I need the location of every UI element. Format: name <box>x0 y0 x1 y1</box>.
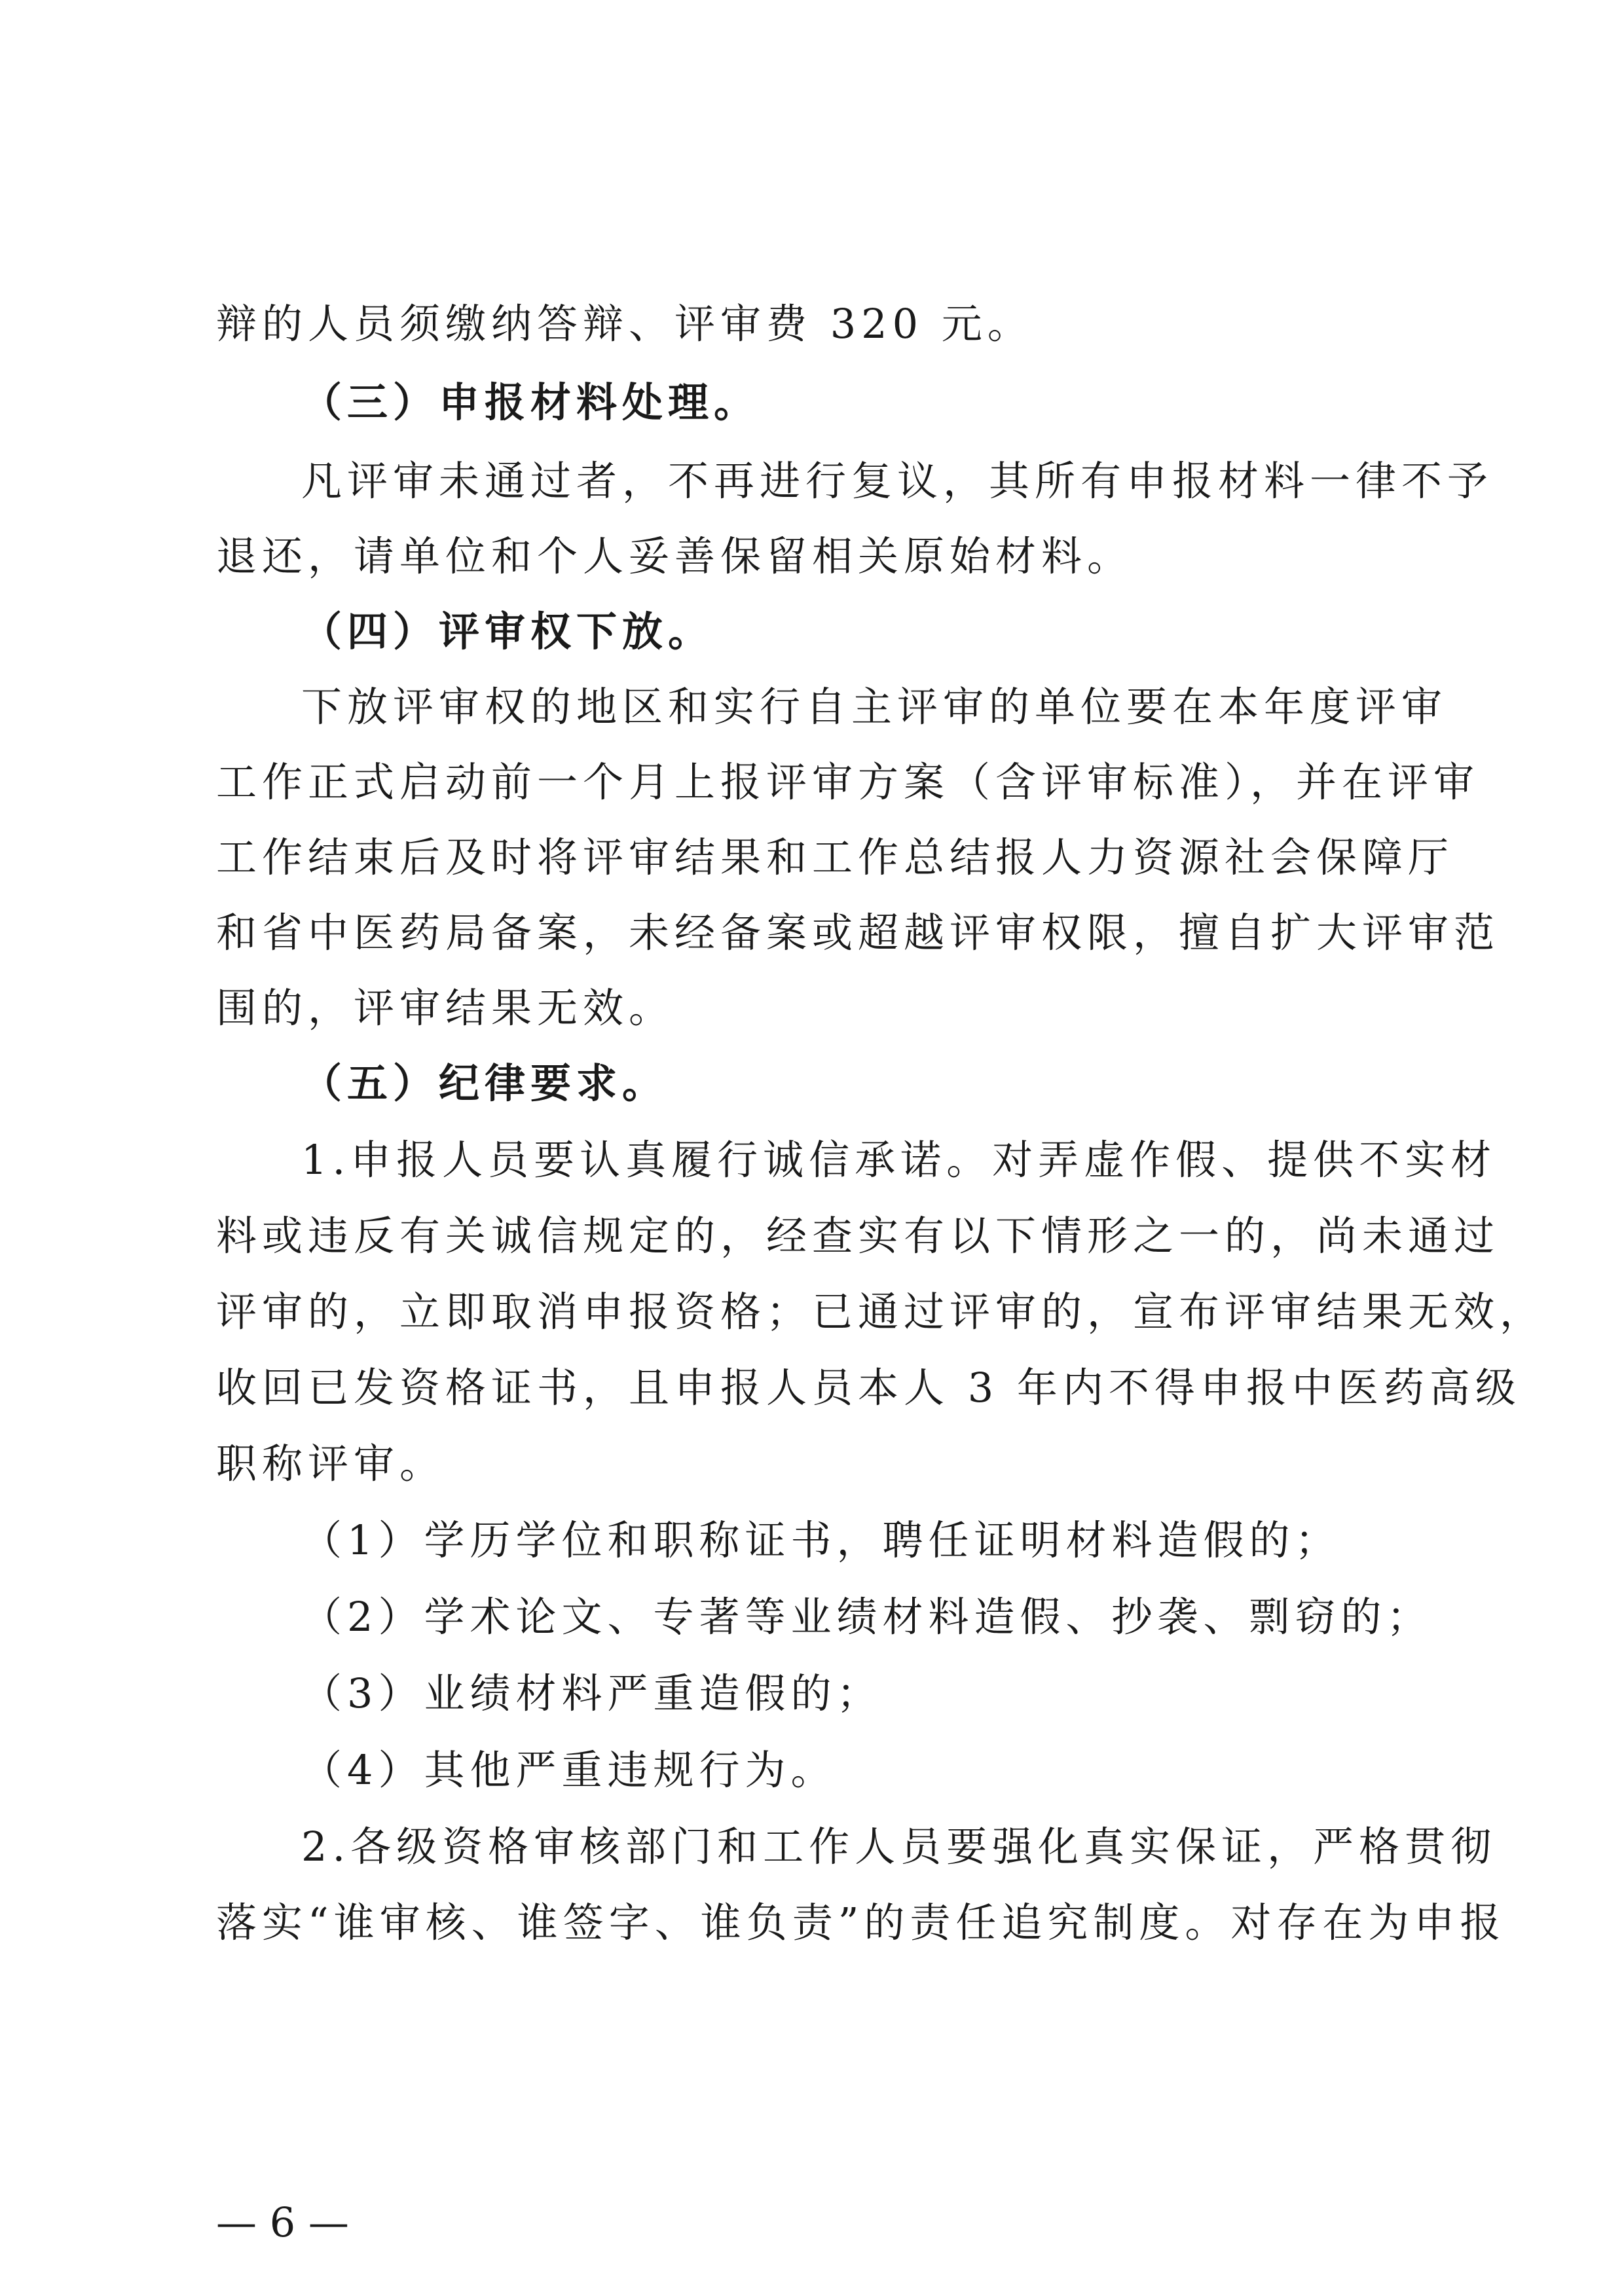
paragraph-line: 料或违反有关诚信规定的，经查实有以下情形之一的，尚未通过 <box>216 1212 1500 1260</box>
paragraph-line: 落实“谁审核、谁签字、谁负责”的责任追究制度。对存在为申报 <box>216 1899 1506 1946</box>
list-item: （2）学术论文、专著等业绩材料造假、抄袭、剽窃的； <box>301 1593 1433 1641</box>
paragraph-line: 职称评审。 <box>216 1440 446 1487</box>
section-heading-3: （三）申报材料处理。 <box>301 378 760 426</box>
paragraph-line: 围的，评审结果无效。 <box>216 984 675 1032</box>
paragraph-line: 收回已发资格证书，且申报人员本人 3 年内不得申报中医药高级 <box>216 1364 1521 1412</box>
list-item: （3）业绩材料严重造假的； <box>301 1669 883 1717</box>
section-heading-4: （四）评审权下放。 <box>301 608 714 655</box>
page-number: — 6 — <box>216 2198 349 2246</box>
paragraph-line: 退还，请单位和个人妥善保留相关原始材料。 <box>216 532 1134 580</box>
paragraph-line: 评审的，立即取消申报资格；已通过评审的，宣布评审结果无效， <box>216 1288 1546 1336</box>
paragraph-line: 工作结束后及时将评审结果和工作总结报人力资源社会保障厅 <box>216 833 1454 881</box>
paragraph-line: 辩的人员须缴纳答辩、评审费 320 元。 <box>216 300 1033 348</box>
paragraph-line: 2.各级资格审核部门和工作人员要强化真实保证，严格贯彻 <box>301 1823 1497 1870</box>
list-item: （4）其他严重违规行为。 <box>301 1746 837 1794</box>
paragraph-line: 工作正式启动前一个月上报评审方案（含评审标准），并在评审 <box>216 758 1480 806</box>
list-item: （1）学历学位和职称证书，聘任证明材料造假的； <box>301 1516 1341 1564</box>
paragraph-line: 凡评审未通过者，不再进行复议，其所有申报材料一律不予 <box>301 457 1494 505</box>
paragraph-line: 和省中医药局备案，未经备案或超越评审权限，擅自扩大评审范 <box>216 909 1500 957</box>
section-heading-5: （五）纪律要求。 <box>301 1059 669 1107</box>
paragraph-line: 下放评审权的地区和实行自主评审的单位要在本年度评审 <box>301 683 1448 731</box>
paragraph-line: 1.申报人员要认真履行诚信承诺。对弄虚作假、提供不实材 <box>301 1136 1497 1184</box>
